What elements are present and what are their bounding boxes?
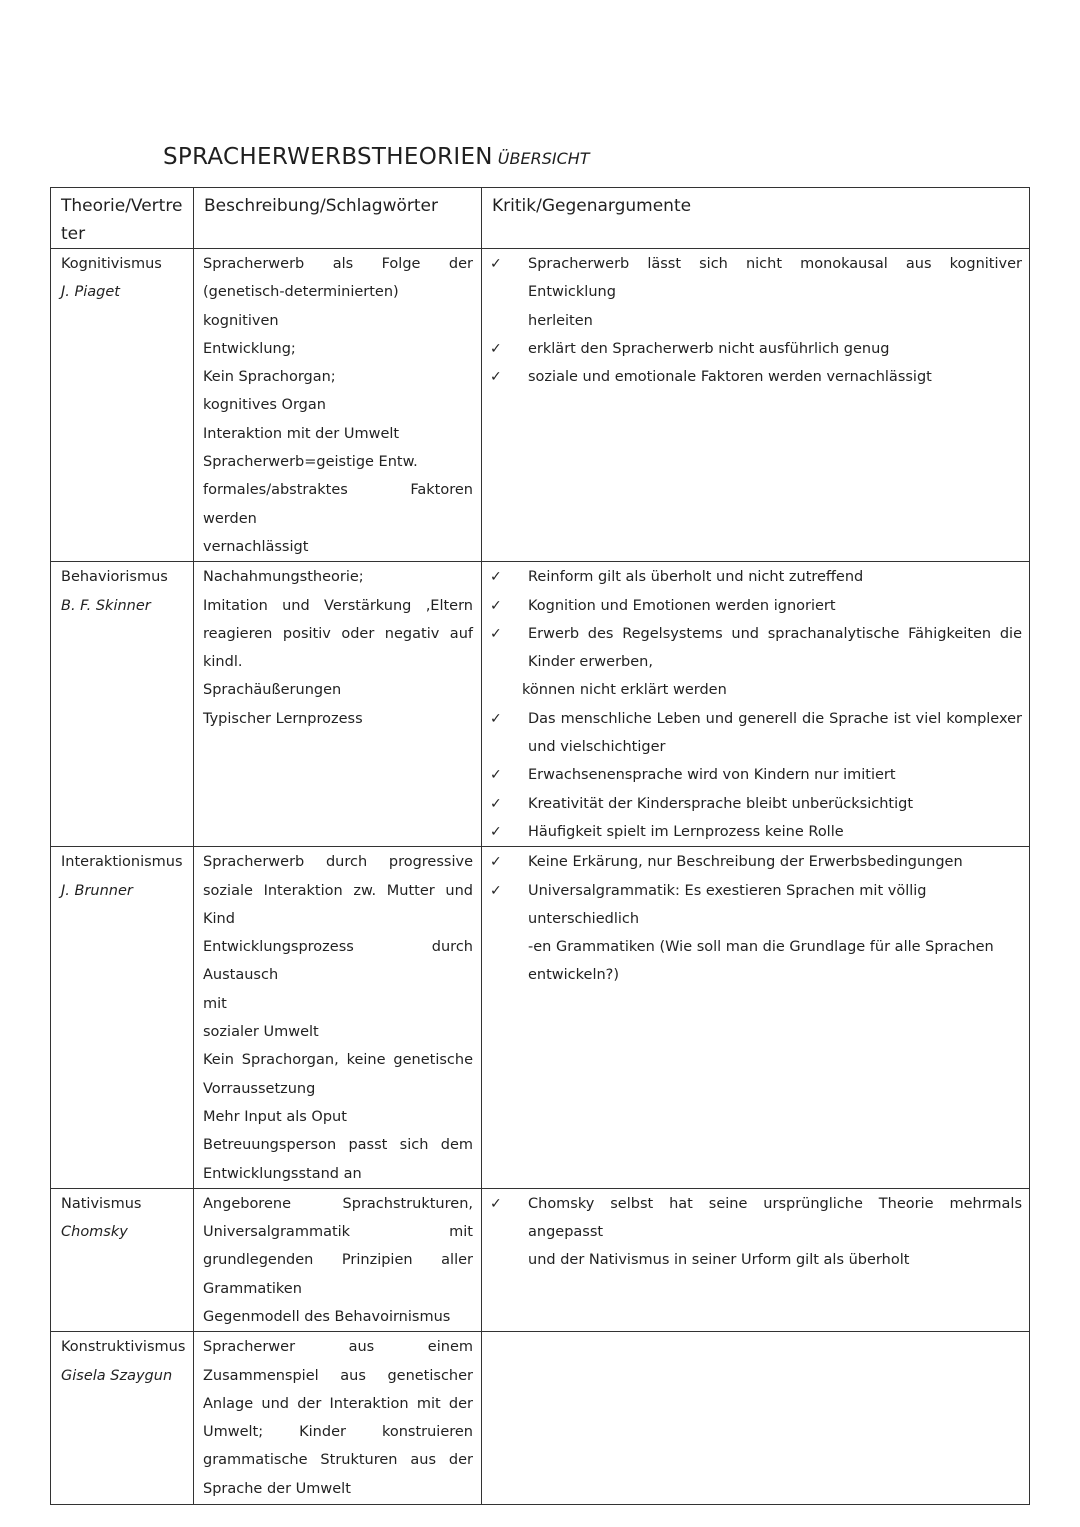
critique-item: ✓ Erwerb des Regelsystems und sprachanalytische Fähigkeiten die Kinder erwerben, [490,620,1022,677]
check-icon: ✓ [490,823,502,840]
theory-cell [51,1332,194,1505]
check-icon: ✓ [490,256,502,272]
theory-name: Konstruktivismus [61,1339,186,1356]
check-icon: ✓ [490,340,502,357]
table-row [51,562,1030,847]
theory-name: Behaviorismus [61,569,168,586]
check-icon: ✓ [490,369,502,386]
critique-cell [482,847,1030,1189]
critique-item: ✓ Chomsky selbst hat seine ursprüngliche Theorie mehrmals angepasst und der Nativismus in seiner Urform gilt als überholt [490,1190,1022,1275]
critique-cell [482,1332,1030,1505]
theories-table [50,187,1030,1505]
theory-cell [51,562,194,847]
critique-item: ✓ Erwachsenensprache wird von Kindern nur imitiert [490,761,1022,789]
theory-author: J. Brunner [61,882,133,899]
theory-author: Chomsky [61,1224,128,1241]
header-critique: Kritik/Gegenargumente [482,188,1030,249]
table-row [51,1332,1030,1505]
critique-continuation: entwickeln?) [528,967,620,984]
critique-item: ✓ Keine Erkärung, nur Beschreibung der Erwerbsbedingungen [490,848,1022,876]
check-icon: ✓ [490,882,502,899]
description-cell: Nachahmungstheorie; Imitation und Verstärkung ‚Eltern reagieren positiv oder negativ auf kindl. Sprachäußerungen Typischer Lernprozess [194,562,482,847]
theory-cell [51,249,194,562]
check-icon: ✓ [490,710,502,727]
critique-item: ✓ Universalgrammatik: Es exestieren Sprachen mit völlig unterschiedlich [490,877,1022,934]
theory-name: Kognitivismus [61,256,162,272]
critique-continuation: -en Grammatiken (Wie soll man die Grundlage für alle Sprachen [528,939,994,956]
check-icon: ✓ [490,569,502,586]
critique-cell [482,562,1030,847]
check-icon: ✓ [490,767,502,784]
critique-item: ✓ soziale und emotionale Faktoren werden vernachlässigt [490,363,1022,391]
check-icon: ✓ [490,625,502,642]
critique-item: ✓ Das menschliche Leben und generell die Sprache ist viel komplexer und vielschichtiger [490,705,1022,762]
theory-cell [51,847,194,1189]
table-row [51,1188,1030,1331]
critique-continuation: können nicht erklärt werden [522,682,727,699]
theory-name: Interaktionismus [61,854,183,871]
critique-item: ✓ Häufigkeit spielt im Lernprozess keine Rolle [490,818,1022,846]
description-cell: Spracherwerb als Folge der (genetisch-determinierten) kognitiven Entwicklung; Kein Sprachorgan; kognitives Organ Interaktion mit der Umwelt Spracherwerb=geistige Entw. formales/abstraktes Faktoren werden vernachlässigt [194,249,482,562]
check-icon: ✓ [490,1195,502,1212]
table-row [51,847,1030,1189]
check-icon: ✓ [490,597,502,614]
description-cell: Spracherwer aus einem Zusammenspiel aus genetischer Anlage und der Interaktion mit der Umwelt; Kinder konstruieren grammatische Strukturen aus der Sprache der Umwelt [194,1332,482,1505]
theory-name: Nativismus [61,1195,142,1212]
description-cell: Angeborene Sprachstrukturen, Universalgrammatik mit grundlegenden Prinzipien aller Grammatiken Gegenmodell des Behavoirnismus [194,1188,482,1331]
critique-cell [482,249,1030,562]
critique-item: ✓ Spracherwerb lässt sich nicht monokausal aus kognitiver Entwicklung herleiten [490,250,1022,335]
table-header-row [51,188,1030,249]
theory-author: J. Piaget [61,284,120,301]
critique-item: ✓ Kognition und Emotionen werden ignoriert [490,592,1022,620]
critique-item: ✓ Reinform gilt als überholt und nicht zutreffend [490,563,1022,591]
table-row [51,249,1030,562]
critique-item: ✓ Kreativität der Kindersprache bleibt unberücksichtigt [490,790,1022,818]
header-description: Beschreibung/Schlagwörter [194,188,482,249]
check-icon: ✓ [490,795,502,812]
theory-cell [51,1188,194,1331]
theory-author: Gisela Szaygun [61,1367,173,1384]
check-icon: ✓ [490,854,502,871]
description-cell: Spracherwerb durch progressive soziale Interaktion zw. Mutter und Kind Entwicklungsprozess durch Austausch mit sozialer Umwelt Kein Sprachorgan, keine genetische Vorraussetzung Mehr Input als Oput Betreuungsperson passt sich dem Entwicklungsstand an [194,847,482,1189]
critique-item: ✓ erklärt den Spracherwerb nicht ausführlich genug [490,335,1022,363]
critique-cell [482,1188,1030,1331]
title-main: SPRACHERWERBSTHEORIEN [163,144,493,170]
theory-author: B. F. Skinner [61,597,151,614]
title-subtitle: ÜBERSICHT [497,149,590,168]
header-theory: Theorie/Vertre ter [51,188,194,249]
page-title [163,144,590,170]
